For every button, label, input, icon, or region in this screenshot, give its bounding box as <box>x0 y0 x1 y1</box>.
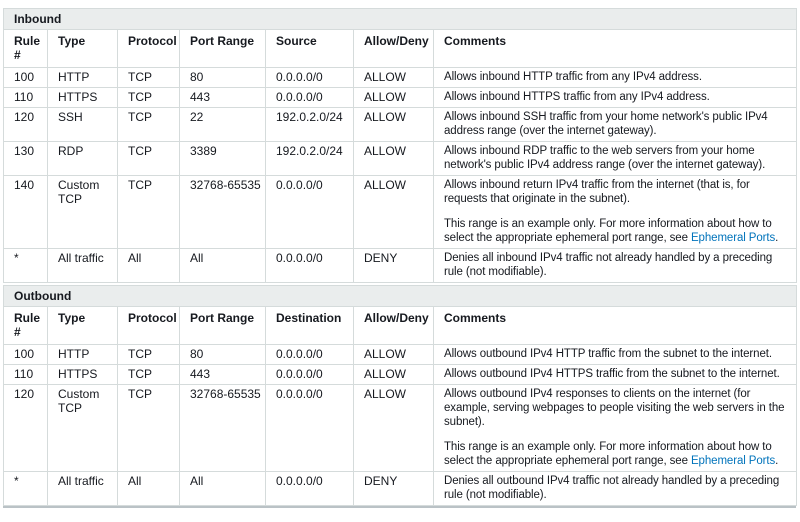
cell-port-range: All <box>180 472 266 506</box>
cell-comments <box>434 345 797 365</box>
cell-destination: 0.0.0.0/0 <box>266 365 354 385</box>
cell-allow-deny: ALLOW <box>354 142 434 176</box>
cell-comments <box>434 365 797 385</box>
cell-type: Custom TCP <box>48 176 118 249</box>
ephemeral-ports-link[interactable]: Ephemeral Ports <box>690 232 776 244</box>
comment-paragraph <box>444 90 792 104</box>
cell-rule: 130 <box>4 142 48 176</box>
cell-port-range: 443 <box>180 365 266 385</box>
cell-type: RDP <box>48 142 118 176</box>
table-row <box>4 142 797 176</box>
column-header-source: Source <box>266 30 354 68</box>
comment-text: This range is an example only. For more information about how to select the appropriate ephemeral port range, see <box>444 218 772 244</box>
comment-text: . <box>775 455 779 467</box>
cell-allow-deny: ALLOW <box>354 176 434 249</box>
cell-comments <box>434 88 797 108</box>
acl-rules-tables <box>3 8 796 508</box>
cell-rule: 100 <box>4 345 48 365</box>
cell-comments <box>434 108 797 142</box>
cell-allow-deny: DENY <box>354 472 434 506</box>
cell-comments <box>434 249 797 283</box>
cell-protocol: TCP <box>118 385 180 472</box>
comment-text: Allows outbound IPv4 HTTPS traffic from the subnet to the internet. <box>444 368 780 380</box>
table-row <box>4 345 797 365</box>
cell-comments <box>434 472 797 506</box>
comment-paragraph <box>444 367 792 381</box>
cell-port-range: 443 <box>180 88 266 108</box>
table-row <box>4 365 797 385</box>
outbound-header-row <box>4 307 797 345</box>
inbound-table-body <box>4 68 797 283</box>
comment-paragraph <box>444 217 792 245</box>
cell-rule: 120 <box>4 108 48 142</box>
comment-paragraph <box>444 144 792 172</box>
table-row <box>4 88 797 108</box>
outbound-table-body <box>4 345 797 506</box>
comment-text: Allows outbound IPv4 HTTP traffic from the subnet to the internet. <box>444 348 772 360</box>
cell-type: All traffic <box>48 249 118 283</box>
cell-allow-deny: DENY <box>354 249 434 283</box>
comment-text: Denies all inbound IPv4 traffic not already handled by a preceding rule (not modifiable). <box>444 252 773 278</box>
cell-type: All traffic <box>48 472 118 506</box>
outbound-rules-table <box>3 285 797 506</box>
comment-text: Allows inbound return IPv4 traffic from the internet (that is, for requests that originate in the subnet). <box>444 179 750 205</box>
cell-allow-deny: ALLOW <box>354 88 434 108</box>
cell-port-range: 80 <box>180 345 266 365</box>
comment-text: . <box>775 232 779 244</box>
cell-protocol: All <box>118 249 180 283</box>
cell-protocol: TCP <box>118 108 180 142</box>
column-header-port-range: Port Range <box>180 307 266 345</box>
ephemeral-ports-link[interactable]: Ephemeral Ports <box>690 455 776 467</box>
cell-protocol: TCP <box>118 68 180 88</box>
inbound-band-row <box>4 9 797 30</box>
cell-allow-deny: ALLOW <box>354 108 434 142</box>
cell-comments <box>434 68 797 88</box>
cell-type: Custom TCP <box>48 385 118 472</box>
comment-paragraph <box>444 440 792 468</box>
cell-protocol: TCP <box>118 365 180 385</box>
column-header-comments: Comments <box>434 30 797 68</box>
comment-paragraph <box>444 474 792 502</box>
cell-rule: 140 <box>4 176 48 249</box>
comment-text: Allows outbound IPv4 responses to clients on the internet (for example, serving webpages to people visiting the web servers in the subnet). <box>444 388 785 428</box>
table-row <box>4 108 797 142</box>
column-header-destination: Destination <box>266 307 354 345</box>
cell-allow-deny: ALLOW <box>354 385 434 472</box>
comment-paragraph <box>444 347 792 361</box>
table-row <box>4 472 797 506</box>
cell-allow-deny: ALLOW <box>354 345 434 365</box>
column-header-rule: Rule # <box>4 30 48 68</box>
cell-source: 0.0.0.0/0 <box>266 68 354 88</box>
cell-rule: * <box>4 472 48 506</box>
column-header-allow-deny: Allow/Deny <box>354 30 434 68</box>
cell-comments <box>434 385 797 472</box>
cell-port-range: 3389 <box>180 142 266 176</box>
comment-text: Allows inbound HTTP traffic from any IPv4 address. <box>444 71 702 83</box>
inbound-header-row <box>4 30 797 68</box>
comment-paragraph <box>444 251 792 279</box>
cell-source: 0.0.0.0/0 <box>266 249 354 283</box>
comment-text: Denies all outbound IPv4 traffic not already handled by a preceding rule (not modifiable). <box>444 475 780 501</box>
cell-port-range: 32768-65535 <box>180 176 266 249</box>
comment-text: Allows inbound RDP traffic to the web servers from your home network's public IPv4 address range (over the internet gateway). <box>444 145 766 171</box>
cell-protocol: TCP <box>118 88 180 108</box>
cell-port-range: All <box>180 249 266 283</box>
comment-paragraph <box>444 110 792 138</box>
cell-type: HTTPS <box>48 365 118 385</box>
column-header-comments: Comments <box>434 307 797 345</box>
cell-protocol: TCP <box>118 176 180 249</box>
cell-protocol: TCP <box>118 345 180 365</box>
cell-rule: 120 <box>4 385 48 472</box>
cell-rule: 110 <box>4 365 48 385</box>
cell-comments <box>434 142 797 176</box>
cell-port-range: 32768-65535 <box>180 385 266 472</box>
comment-text: Allows inbound HTTPS traffic from any IPv4 address. <box>444 91 710 103</box>
comment-text: This range is an example only. For more information about how to select the appropriate ephemeral port range, see <box>444 441 772 467</box>
cell-source: 192.0.2.0/24 <box>266 108 354 142</box>
table-row <box>4 68 797 88</box>
cell-source: 0.0.0.0/0 <box>266 88 354 108</box>
cell-type: HTTP <box>48 345 118 365</box>
cell-type: HTTP <box>48 68 118 88</box>
cell-port-range: 80 <box>180 68 266 88</box>
inbound-rules-table <box>3 8 797 283</box>
cell-protocol: All <box>118 472 180 506</box>
cell-type: HTTPS <box>48 88 118 108</box>
column-header-allow-deny: Allow/Deny <box>354 307 434 345</box>
cell-destination: 0.0.0.0/0 <box>266 385 354 472</box>
cell-allow-deny: ALLOW <box>354 365 434 385</box>
outbound-band-row <box>4 286 797 307</box>
cell-comments <box>434 176 797 249</box>
cell-rule: * <box>4 249 48 283</box>
table-row <box>4 385 797 472</box>
inbound-section-title: Inbound <box>4 9 797 30</box>
comment-paragraph <box>444 70 792 84</box>
column-header-rule: Rule # <box>4 307 48 345</box>
column-header-type: Type <box>48 30 118 68</box>
column-header-type: Type <box>48 307 118 345</box>
table-row <box>4 176 797 249</box>
comment-text: Allows inbound SSH traffic from your home network's public IPv4 address range (over the internet gateway). <box>444 111 768 137</box>
comment-paragraph <box>444 387 792 429</box>
cell-type: SSH <box>48 108 118 142</box>
column-header-protocol: Protocol <box>118 307 180 345</box>
cell-protocol: TCP <box>118 142 180 176</box>
cell-destination: 0.0.0.0/0 <box>266 472 354 506</box>
cell-destination: 0.0.0.0/0 <box>266 345 354 365</box>
cell-allow-deny: ALLOW <box>354 68 434 88</box>
table-row <box>4 249 797 283</box>
column-header-protocol: Protocol <box>118 30 180 68</box>
cell-source: 192.0.2.0/24 <box>266 142 354 176</box>
cell-port-range: 22 <box>180 108 266 142</box>
outbound-section-title: Outbound <box>4 286 797 307</box>
column-header-port-range: Port Range <box>180 30 266 68</box>
cell-rule: 110 <box>4 88 48 108</box>
cell-rule: 100 <box>4 68 48 88</box>
cell-source: 0.0.0.0/0 <box>266 176 354 249</box>
comment-paragraph <box>444 178 792 206</box>
